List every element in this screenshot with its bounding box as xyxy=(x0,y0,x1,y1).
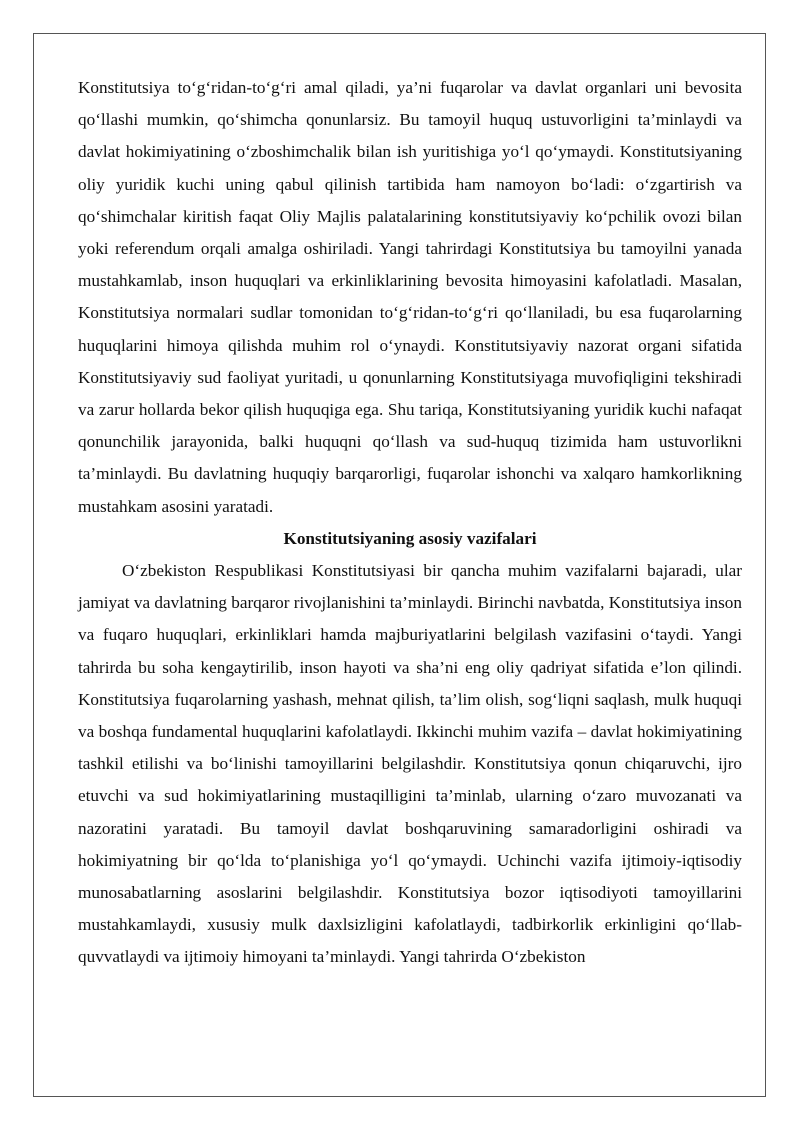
body-paragraph-2: O‘zbekiston Respublikasi Konstitutsiyasi bir qancha muhim vazifalarni bajaradi, ular jamiyat va davlatning barqaror rivojlanishini ta’minlaydi. Birinchi navbatda, Konstitutsiya inson va fuqaro huquqlari, erkinliklari hamda majburiyatlarini belgilash vazifasini o‘taydi. Yangi tahrirda bu soha kengaytirilib, inson hayoti va sha’ni eng oliy qadriyat sifatida e’lon qilindi. Konstitutsiya fuqarolarning yashash, mehnat qilish, ta’lim olish, sog‘liqni saqlash, mulk huquqi va boshqa fundamental huquqlarini kafolatlaydi. Ikkinchi muhim vazifa – davlat hokimiyatining tashkil etilishi va bo‘linishi tamoyillarini belgilashdir. Konstitutsiya qonun chiqaruvchi, ijro etuvchi va sud hokimiyatlarining mustaqilligini ta’minlab, ularning o‘zaro muvozanati va nazoratini yaratadi. Bu tamoyil davlat boshqaruvining samaradorligini oshiradi va hokimiyatning bir qo‘lda to‘planishiga yo‘l qo‘ymaydi. Uchinchi vazifa ijtimoiy-iqtisodiy munosabatlarning asoslarini belgilashdir. Konstitutsiya bozor iqtisodiyoti tamoyillarini mustahkamlaydi, xususiy mulk daxlsizligini kafolatlaydi, tadbirkorlik erkinligini qo‘llab-quvvatlaydi va ijtimoiy himoyani ta’minlaydi. Yangi tahrirda O‘zbekiston xyxy=(78,561,742,967)
document-body xyxy=(78,72,742,974)
section-heading: Konstitutsiyaning asosiy vazifalari xyxy=(283,528,537,548)
body-paragraph-1: Konstitutsiya to‘g‘ridan-to‘g‘ri amal qiladi, ya’ni fuqarolar va davlat organlari uni bevosita qo‘llashi mumkin, qo‘shimcha qonunlarsiz. Bu tamoyil huquq ustuvorligini ta’minlaydi va davlat hokimiyatining o‘zboshimchalik bilan ish yuritishiga yo‘l qo‘ymaydi. Konstitutsiyaning oliy yuridik kuchi uning qabul qilinish tartibida ham namoyon bo‘ladi: o‘zgartirish va qo‘shimchalar kiritish faqat Oliy Majlis palatalarining konstitutsiyaviy ko‘pchilik ovozi bilan yoki referendum orqali amalga oshiriladi. Yangi tahrirdagi Konstitutsiya bu tamoyilni yanada mustahkamlab, inson huquqlari va erkinliklarining bevosita himoyasini kafolatladi. Masalan, Konstitutsiya normalari sudlar tomonidan to‘g‘ridan-to‘g‘ri qo‘llaniladi, bu esa fuqarolarning huquqlarini himoya qilishda muhim rol o‘ynaydi. Konstitutsiyaviy nazorat organi sifatida Konstitutsiyaviy sud faoliyat yuritadi, u qonunlarning Konstitutsiyaga muvofiqligini tekshiradi va zarur hollarda bekor qilish huquqiga ega. Shu tariqa, Konstitutsiyaning yuridik kuchi nafaqat qonunchilik jarayonida, balki huquqni qo‘llash va sud-huquq tizimida ham ustuvorlikni ta’minlaydi. Bu davlatning huquqiy barqarorligi, fuqarolar ishonchi va xalqaro hamkorlikning mustahkam asosini yaratadi. xyxy=(78,78,742,516)
